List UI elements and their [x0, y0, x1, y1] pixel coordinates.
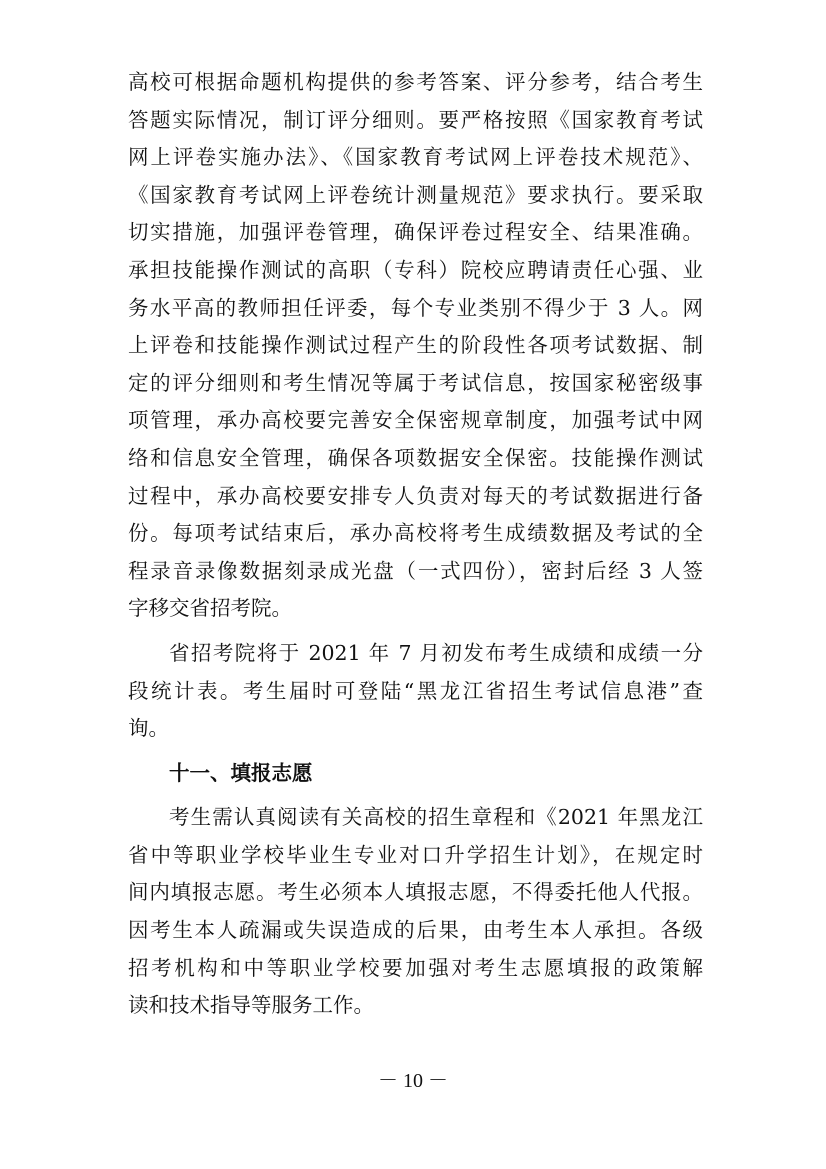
text-line: 段统计表。考生届时可登陆“黑龙江省招生考试信息港”查	[128, 678, 703, 703]
text-line: 因考生本人疏漏或失误造成的后果，由考生本人承担。各级	[128, 918, 703, 943]
paragraph-scoring-and-security	[128, 64, 703, 628]
text-line: 络和信息安全管理，确保各项数据安全保密。技能操作测试	[128, 445, 703, 470]
text-line: 高校可根据命题机构提供的参考答案、评分参考，结合考生	[128, 70, 703, 94]
text-line: 承担技能操作测试的高职（专科）院校应聘请责任心强、业	[128, 257, 703, 282]
text-line: 招考机构和中等职业学校要加强对考生志愿填报的政策解	[128, 955, 703, 980]
text-line: 询。	[128, 716, 169, 741]
text-line: 程录音录像数据刻录成光盘（一式四份），密封后经 3 人签	[128, 558, 703, 583]
text-line: 间内填报志愿。考生必须本人填报志愿，不得委托他人代报。	[128, 880, 703, 905]
document-body	[128, 64, 703, 1025]
paragraph-application-choices	[128, 799, 703, 1025]
text-line: 省招考院将于 2021 年 7 月初发布考生成绩和成绩一分	[169, 640, 703, 665]
text-line: 读和技术指导等服务工作。	[128, 993, 374, 1018]
text-line: 《国家教育考试网上评卷统计测量规范》要求执行。要采取	[128, 182, 703, 207]
text-line: 切实措施，加强评卷管理，确保评卷过程安全、结果准确。	[128, 220, 703, 245]
text-line: 上评卷和技能操作测试过程产生的阶段性各项考试数据、制	[128, 333, 703, 358]
text-line: 务水平高的教师担任评委，每个专业类别不得少于 3 人。网	[128, 295, 703, 320]
text-line: 项管理，承办高校要完善安全保密规章制度，加强考试中网	[128, 408, 703, 433]
text-line: 过程中，承办高校要安排专人负责对每天的考试数据进行备	[128, 483, 703, 508]
section-heading: 十一、填报志愿	[169, 760, 313, 785]
text-line: 省中等职业学校毕业生专业对口升学招生计划》，在规定时	[128, 842, 703, 867]
page-number: － 10 －	[378, 1070, 448, 1092]
text-line: 答题实际情况，制订评分细则。要严格按照《国家教育考试	[128, 107, 703, 132]
text-line: 份。每项考试结束后，承办高校将考生成绩数据及考试的全	[128, 521, 703, 546]
text-line: 字移交省招考院。	[128, 596, 292, 621]
paragraph-results-release	[128, 635, 703, 748]
text-line: 网上评卷实施办法》、《国家教育考试网上评卷技术规范》、	[128, 145, 703, 170]
text-line: 定的评分细则和考生情况等属于考试信息，按国家秘密级事	[128, 370, 703, 395]
text-line: 考生需认真阅读有关高校的招生章程和《2021 年黑龙江	[169, 805, 703, 830]
